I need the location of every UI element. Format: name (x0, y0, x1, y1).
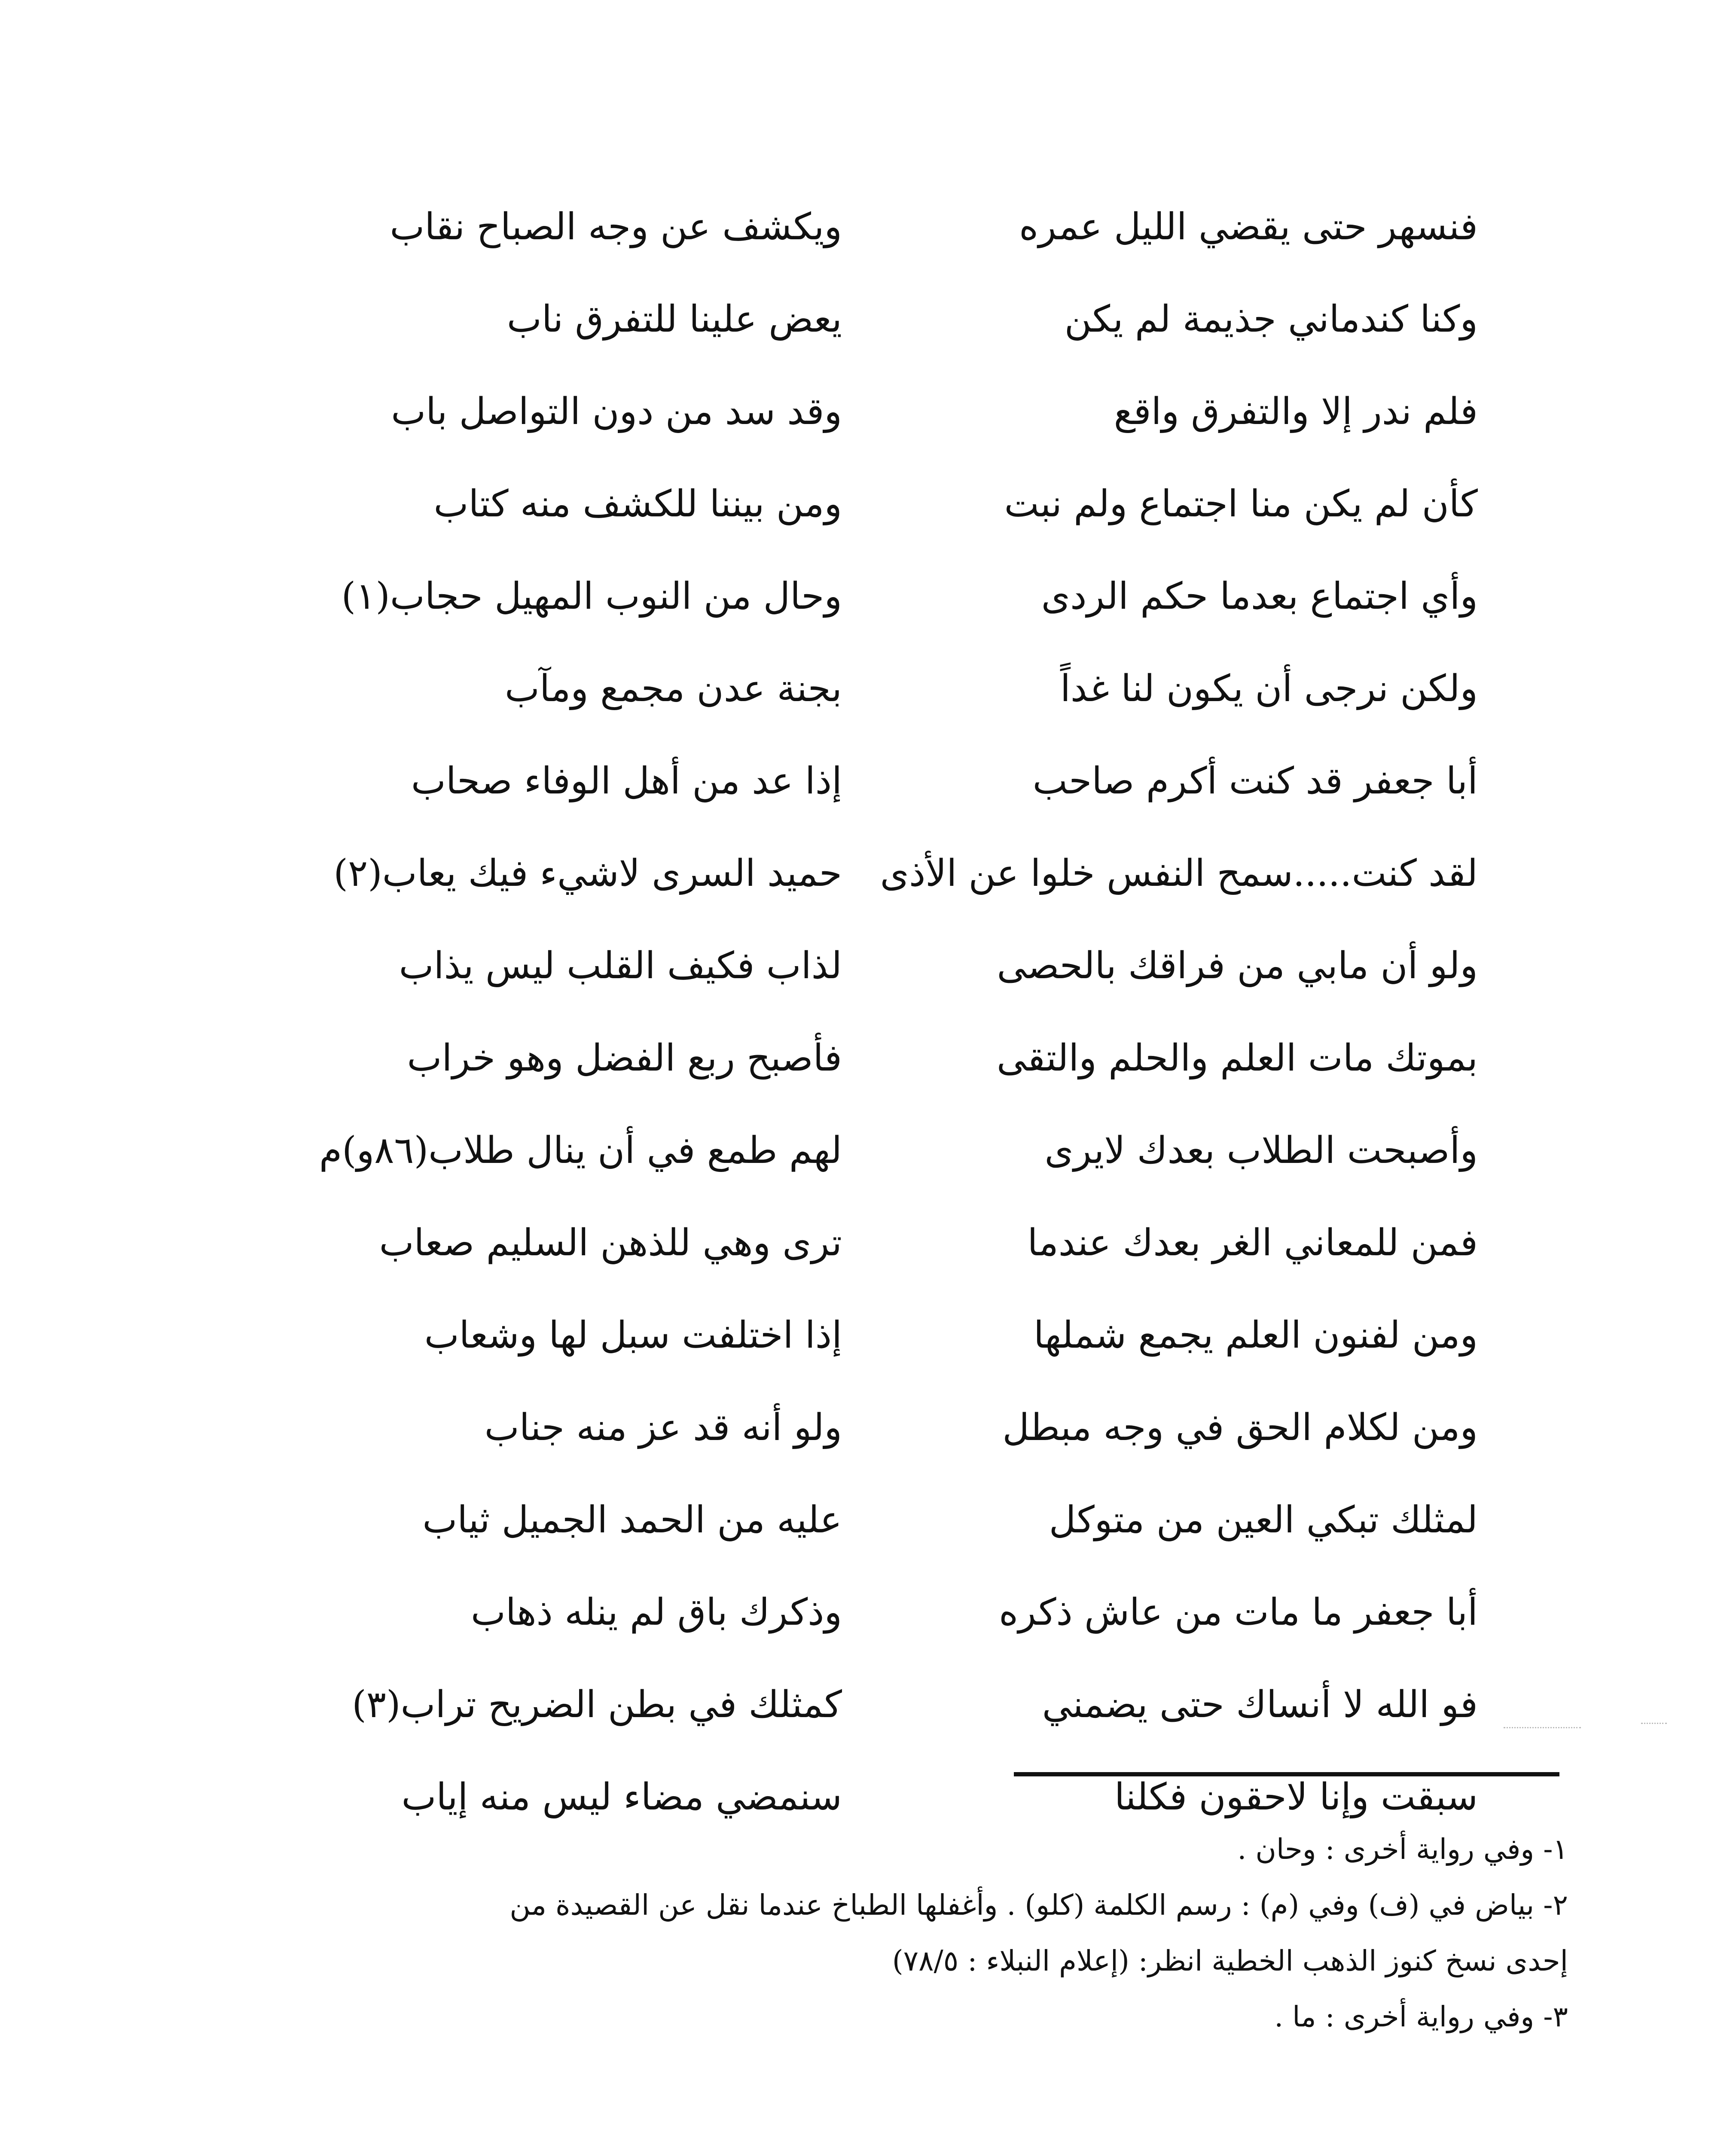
verse-first-hemistich: لمثلك تبكي العين من متوكل (1049, 1498, 1478, 1541)
verse-row (241, 1104, 1478, 1196)
verse-first-hemistich: فنسهر حتى يقضي الليل عمره (1019, 205, 1478, 248)
verse-second-hemistich: ترى وهي للذهن السليم صعاب (379, 1221, 842, 1264)
verse-first-hemistich: ولكن نرجى أن يكون لنا غداً (1060, 667, 1478, 710)
verse-first-hemistich: بموتك مات العلم والحلم والتقى (997, 1036, 1478, 1080)
footnote-continuation: إحدى نسخ كنوز الذهب الخطية انظر: (إعلام النبلاء : ٧٨/٥) (892, 1944, 1568, 1977)
verse-row (241, 827, 1478, 919)
verse-first-hemistich: أبا جعفر قد كنت أكرم صاحب (1032, 759, 1478, 802)
verse-row (241, 642, 1478, 735)
verse-row (241, 365, 1478, 458)
verse-row (241, 735, 1478, 827)
poem (241, 180, 1478, 1843)
verse-second-hemistich: ولو أنه قد عز منه جناب (484, 1406, 842, 1449)
verse-first-hemistich: فمن للمعاني الغر بعدك عندما (1027, 1221, 1478, 1264)
verse-second-hemistich: وقد سد من دون التواصل باب (391, 390, 842, 433)
verse-second-hemistich: كمثلك في بطن الضريح تراب(٣) (352, 1683, 842, 1726)
verse-row (241, 919, 1478, 1012)
verse-second-hemistich: سنمضي مضاء ليس منه إياب (401, 1775, 842, 1818)
footnotes (258, 1822, 1568, 2045)
verse-second-hemistich: ويكشف عن وجه الصباح نقاب (390, 205, 842, 248)
footnote-separator (1014, 1772, 1559, 1776)
verse-second-hemistich: وحال من النوب المهيل حجاب(١) (341, 574, 842, 618)
verse-row (241, 1566, 1478, 1658)
footnote: ٢- بياض في (ف) وفي (م) : رسم الكلمة (كلو) . وأغفلها الطباخ عندما نقل عن القصيدة من (510, 1889, 1568, 1922)
verse-second-hemistich: إذا اختلفت سبل لها وشعاب (424, 1313, 842, 1357)
verse-second-hemistich: يعض علينا للتفرق ناب (506, 297, 842, 341)
verse-second-hemistich: ومن بيننا للكشف منه كتاب (433, 482, 842, 525)
footnote: ١- وفي رواية أخرى : وحان . (1237, 1833, 1568, 1866)
scan-speck (1504, 1727, 1581, 1728)
verse-row (241, 273, 1478, 365)
verse-first-hemistich: فلم ندر إلا والتفرق واقع (1114, 390, 1478, 433)
verse-first-hemistich: وكنا كندماني جذيمة لم يكن (1064, 297, 1478, 341)
verse-row (241, 1012, 1478, 1104)
verse-first-hemistich: ومن لكلام الحق في وجه مبطل (1002, 1406, 1478, 1449)
verse-row (241, 1474, 1478, 1566)
verse-first-hemistich: لقد كنت.....سمح النفس خلوا عن الأذى (880, 851, 1478, 895)
verse-first-hemistich: وأصبحت الطلاب بعدك لايرى (1044, 1129, 1478, 1172)
verse-first-hemistich: سبقت وإنا لاحقون فكلنا (1114, 1775, 1478, 1818)
verse-second-hemistich: فأصبح ربع الفضل وهو خراب (407, 1036, 842, 1080)
verse-row (241, 1381, 1478, 1474)
footnote: ٣- وفي رواية أخرى : ما . (1274, 2000, 1568, 2033)
verse-second-hemistich: وذكرك باق لم ينله ذهاب (470, 1590, 842, 1634)
verse-row (241, 1289, 1478, 1381)
verse-row (241, 550, 1478, 642)
verse-first-hemistich: كأن لم يكن منا اجتماع ولم نبت (1004, 482, 1478, 525)
verse-second-hemistich: عليه من الحمد الجميل ثياب (422, 1498, 842, 1541)
verse-second-hemistich: حميد السرى لاشيء فيك يعاب(٢) (333, 851, 842, 895)
verse-first-hemistich: ولو أن مابي من فراقك بالحصى (997, 944, 1478, 987)
verse-first-hemistich: فو الله لا أنساك حتى يضمني (1042, 1683, 1478, 1726)
verse-first-hemistich: أبا جعفر ما مات من عاش ذكره (999, 1590, 1478, 1634)
verse-second-hemistich: لذاب فكيف القلب ليس يذاب (399, 944, 842, 987)
verse-row (241, 458, 1478, 550)
verse-row (241, 1196, 1478, 1289)
verse-row (241, 1658, 1478, 1751)
verse-row (241, 180, 1478, 273)
verse-second-hemistich: بجنة عدن مجمع ومآب (505, 667, 842, 710)
verse-first-hemistich: ومن لفنون العلم يجمع شملها (1034, 1313, 1478, 1357)
verse-second-hemistich: لهم طمع في أن ينال طلاب(٨٦و)م (319, 1129, 842, 1172)
verse-first-hemistich: وأي اجتماع بعدما حكم الردى (1041, 574, 1478, 618)
scan-speck (1641, 1723, 1667, 1724)
verse-second-hemistich: إذا عد من أهل الوفاء صحاب (411, 759, 842, 802)
